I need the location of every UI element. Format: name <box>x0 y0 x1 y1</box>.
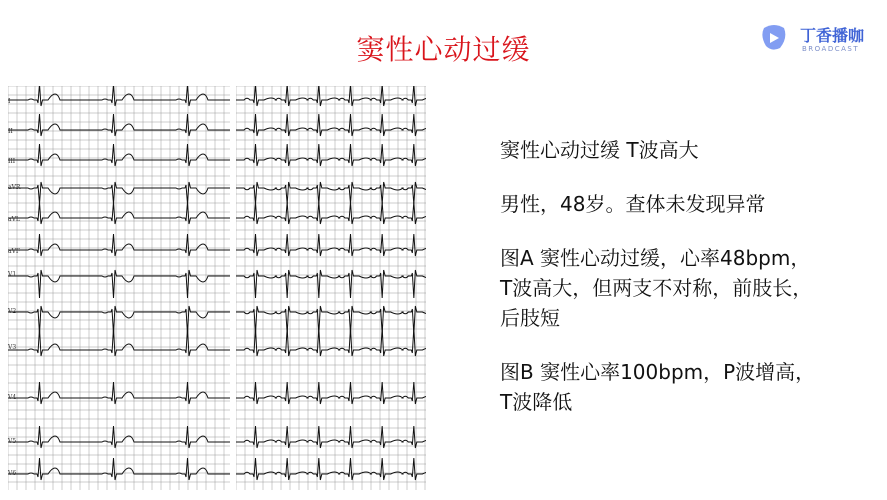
ecg-b-trace <box>236 382 426 404</box>
lead-label-avf: aVF <box>8 248 21 255</box>
description-heading: 窦性心动过缓 T波高大 <box>500 138 699 162</box>
play-logo-icon <box>758 24 790 52</box>
ecg-a-trace <box>8 382 230 404</box>
lead-label-avr: aVR <box>8 184 21 191</box>
ecg-figure-a <box>8 86 230 490</box>
page-title: 窦性心动过缓 <box>356 33 531 66</box>
ecg-a-trace <box>8 202 230 224</box>
description-block <box>500 135 880 441</box>
ecg-b-grid <box>236 86 426 490</box>
lead-label-i: I <box>8 98 11 105</box>
ecg-b-graph <box>236 86 426 490</box>
brand-name: 丁香播咖 <box>800 26 865 45</box>
lead-label-ii: II <box>8 128 13 135</box>
ecg-a-trace <box>8 144 230 166</box>
ecg-b-trace <box>236 144 426 166</box>
brand-subtitle: BROADCAST <box>802 45 860 53</box>
ecg-b-trace <box>236 234 426 256</box>
lead-label-avl: aVL <box>8 216 20 223</box>
ecg-figure-b <box>236 86 426 490</box>
lead-label-iii: III <box>8 158 16 165</box>
ecg-a-trace <box>8 328 230 356</box>
brand-logo <box>758 20 878 60</box>
lead-label-v6: V6 <box>8 470 17 477</box>
ecg-b-trace <box>236 458 426 480</box>
ecg-a-trace <box>8 86 230 106</box>
lead-label-v2: V2 <box>8 308 17 315</box>
ecg-a-trace <box>8 182 230 204</box>
ecg-a-trace <box>8 458 230 480</box>
ecg-a-trace <box>8 114 230 136</box>
lead-label-v1: V1 <box>8 271 17 278</box>
figure-a-description: 图A 窦性心动过缓，心率48bpm， T波高大，但两支不对称，前肢长， 后肢短 <box>500 246 813 330</box>
ecg-b-trace <box>236 328 426 356</box>
figure-b-description: 图B 窦性心率100bpm，P波增高， T波降低 <box>500 360 816 414</box>
ecg-b-trace <box>236 114 426 136</box>
ecg-b-trace <box>236 86 426 106</box>
lead-labels <box>8 86 28 490</box>
ecg-a-graph <box>8 86 230 490</box>
ecg-a-grid <box>8 86 230 490</box>
lead-label-v5: V5 <box>8 438 17 445</box>
lead-label-v4: V4 <box>8 394 17 401</box>
ecg-b-trace <box>236 182 426 204</box>
ecg-b-trace <box>236 202 426 224</box>
ecg-a-trace <box>8 234 230 256</box>
patient-info: 男性，48岁。查体未发现异常 <box>500 192 766 216</box>
lead-label-v3: V3 <box>8 344 17 351</box>
